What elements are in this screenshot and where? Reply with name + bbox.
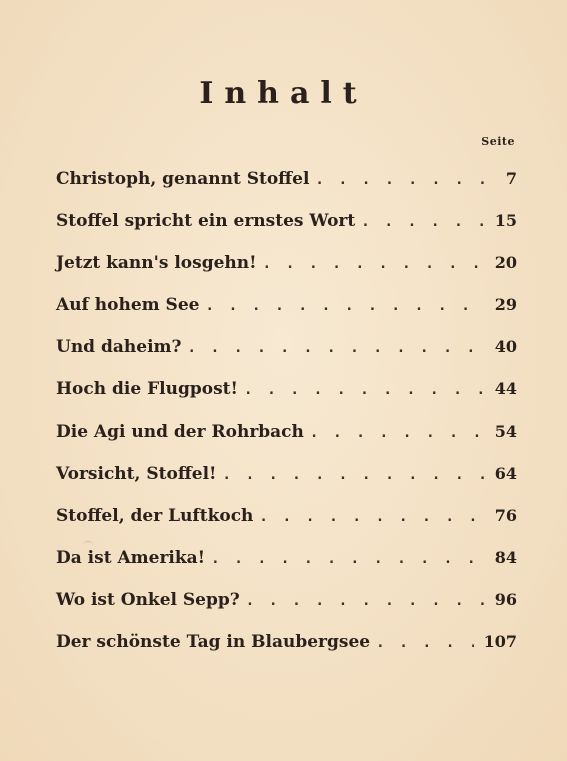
dot-leader <box>263 243 485 285</box>
dot-leader <box>211 538 485 580</box>
dot-leader <box>361 201 484 243</box>
toc-entry <box>56 158 517 200</box>
toc-entry <box>56 411 517 453</box>
toc-entry-title: Stoffel, der Luftkoch <box>56 505 254 526</box>
toc-entry <box>56 284 517 326</box>
dot-leader <box>376 622 473 664</box>
page-column-label: Seite <box>481 135 515 148</box>
toc-entry <box>56 368 517 410</box>
toc-entry <box>56 453 517 495</box>
toc-entry-title: Vorsicht, Stoffel! <box>56 463 217 484</box>
toc-entry-title: Der schönste Tag in Blaubergsee <box>56 632 371 653</box>
toc-entry-page: 96 <box>494 589 517 609</box>
toc-entry-page: 84 <box>494 547 517 567</box>
toc-entry-page: 54 <box>494 421 517 441</box>
dot-leader <box>315 159 485 201</box>
toc-entry <box>56 495 517 537</box>
toc-entry <box>56 242 517 284</box>
toc-entry-title: Auf hohem See <box>56 295 200 316</box>
table-of-contents <box>56 158 517 663</box>
toc-entry-title: Die Agi und der Rohrbach <box>56 421 304 442</box>
toc-entry-title: Jetzt kann's losgehn! <box>56 253 257 274</box>
toc-entry-title: Wo ist Onkel Sepp? <box>56 589 240 610</box>
toc-entry-page: 7 <box>505 169 517 188</box>
toc-entry-page: 29 <box>494 295 517 315</box>
toc-entry-page: 40 <box>494 337 517 357</box>
toc-entry-title: Hoch die Flugpost! <box>56 379 238 400</box>
dot-leader <box>205 285 484 327</box>
toc-entry-title: Stoffel spricht ein ernstes Wort <box>56 211 356 232</box>
toc-entry <box>56 200 517 242</box>
dot-leader <box>187 327 484 369</box>
dot-leader <box>244 369 485 411</box>
dot-leader <box>223 454 485 496</box>
dot-leader <box>259 496 484 538</box>
toc-entry-page: 44 <box>494 379 517 399</box>
toc-entry <box>56 579 517 621</box>
toc-entry <box>56 326 517 368</box>
toc-entry-page: 76 <box>494 505 517 525</box>
toc-entry-page: 64 <box>494 463 517 483</box>
toc-entry-title: Christoph, genannt Stoffel <box>56 169 310 189</box>
toc-entry-page: 20 <box>494 253 517 273</box>
dot-leader <box>310 412 485 454</box>
toc-entry <box>56 621 517 663</box>
toc-entry-page: 107 <box>483 632 517 652</box>
toc-entry <box>56 537 517 579</box>
toc-entry-title: Da ist Amerika! <box>56 547 206 568</box>
dot-leader <box>246 580 485 622</box>
page-title: Inhalt <box>199 76 368 111</box>
paper-mark <box>83 541 93 548</box>
toc-entry-page: 15 <box>494 211 517 231</box>
toc-entry-title: Und daheim? <box>56 337 182 358</box>
